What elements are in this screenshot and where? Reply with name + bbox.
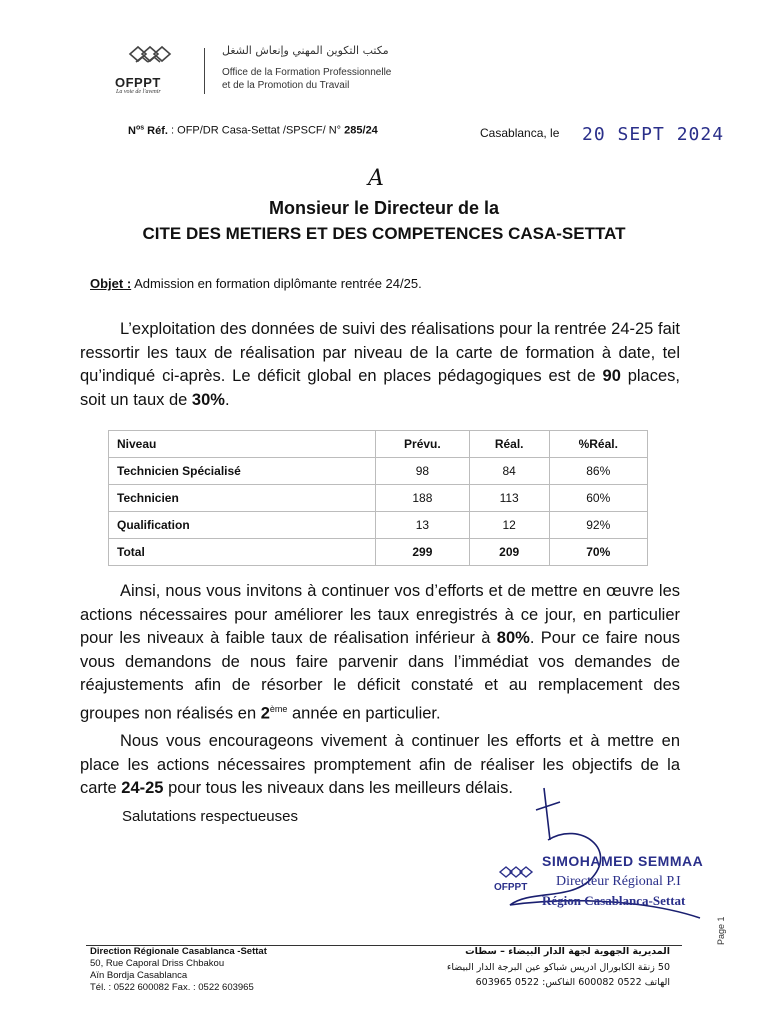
table-header-row — [109, 431, 648, 458]
stamp-logo-icon — [490, 860, 550, 900]
table-cell: 113 — [469, 485, 549, 512]
table-row — [109, 512, 648, 539]
footer-right-line: المديرية الجهوية لجهة الدار البيضاء – سطات — [465, 946, 670, 957]
table-cell: 209 — [469, 539, 549, 566]
place-label: Casablanca, le — [480, 126, 560, 140]
header-divider — [204, 48, 205, 94]
admission-table — [108, 430, 648, 566]
table-row — [109, 458, 648, 485]
date-stamp: 20 SEPT 2024 — [582, 124, 725, 145]
footer-left-line: Aïn Bordja Casablanca — [90, 970, 188, 981]
signatory-role: Directeur Régional P.I — [556, 874, 681, 889]
addressee-line-2: CITE DES METIERS ET DES COMPETENCES CASA-SETTAT — [142, 224, 626, 243]
logo-text: OFPPT — [115, 75, 161, 90]
table-cell: 60% — [549, 485, 647, 512]
table-cell: 12 — [469, 512, 549, 539]
page-number: Page 1 — [716, 916, 726, 945]
signatory-region: Région Casablanca-Settat — [542, 893, 686, 908]
header-arabic-title: مكتب التكوين المهني وإنعاش الشغل — [222, 44, 389, 57]
table-cell: 86% — [549, 458, 647, 485]
closing-salutation: Salutations respectueuses — [122, 808, 298, 825]
table-cell: Qualification — [109, 512, 376, 539]
footer-right-line: الهاتف 0522 600082 الفاكس: 0522 603965 — [475, 977, 670, 988]
table-cell: 188 — [376, 485, 470, 512]
reference-value: : OFP/DR Casa-Settat /SPSCF/ N° — [171, 124, 342, 137]
subject-text: Admission en formation diplômante rentrée 24/25. — [134, 276, 422, 291]
footer-left-line: Direction Régionale Casablanca -Settat — [90, 946, 267, 957]
reference-number: 285/24 — [344, 124, 378, 137]
footer-left-line: 50, Rue Caporal Driss Chbakou — [90, 958, 225, 969]
reference-line: $N^{os}$ Réf. : OFP/DR Casa-Settat /SPSCF/ N° 285/24 — [128, 124, 378, 137]
addressee-line-1: Monsieur le Directeur de la — [268, 198, 500, 218]
table-cell: 84 — [469, 458, 549, 485]
table-total-row — [109, 539, 648, 566]
header-title-line-2: et de la Promotion du Travail — [222, 80, 350, 91]
stamp-logo-text: OFPPT — [494, 882, 528, 893]
table-row — [109, 485, 648, 512]
table-cell: 70% — [549, 539, 647, 566]
footer-left-line: Tél. : 0522 600082 Fax. : 0522 603965 — [90, 982, 254, 993]
subject-line — [90, 276, 422, 291]
footer-right-line: 50 زنقة الكابورال ادريس شباكو عين البرجة الدار البيضاء — [446, 962, 670, 973]
paragraph-3: Nous vous encourageons vivement à continuer les efforts et à mettre en place les actions nécessaires promptement afin de réaliser les objectifs de la carte 24-25 pour tous les niveaux dans les meilleurs délais. — [80, 732, 680, 797]
table-header: %Réal. — [549, 431, 647, 458]
a-mark: A — [368, 166, 384, 191]
table-header: Niveau — [109, 431, 376, 458]
table-header: Prévu. — [376, 431, 470, 458]
signatory-name: SIMOHAMED SEMMAA — [542, 853, 704, 869]
header-title-line-1: Office de la Formation Professionnelle — [222, 67, 392, 78]
table-cell: 98 — [376, 458, 470, 485]
table-cell: Total — [109, 539, 376, 566]
table-header: Réal. — [469, 431, 549, 458]
subject-label: Objet : — [90, 276, 132, 291]
table-cell: Technicien — [109, 485, 376, 512]
table-cell: 92% — [549, 512, 647, 539]
table-cell: 299 — [376, 539, 470, 566]
logo-tagline: La voie de l'avenir — [116, 89, 161, 95]
table-cell: 13 — [376, 512, 470, 539]
table-cell: Technicien Spécialisé — [109, 458, 376, 485]
paragraph-2: Ainsi, nous vous invitons à continuer vos d’efforts et de mettre en œuvre les actions nécessaires pour améliorer les taux enregistrés à ce jour, en particulier pour les niveaux à faible taux de réalisation inférieur à 80%. Pour ce faire nous vous demandons de nous faire parvenir dans l’immédiat vos demandes de réajustements afin de résorber le déficit constaté et au remplacement des groupes non réalisés en 2ème année en particulier. — [80, 582, 681, 722]
paragraph-1: L’exploitation des données de suivi des réalisations pour la rentrée 24-25 fait ressortir les taux de réalisation par niveau de la carte de formation à date, tel qu’indiqué ci-après. Le déficit global en places pédagogiques est de 90 places, soit un taux de 30%. — [80, 320, 680, 409]
